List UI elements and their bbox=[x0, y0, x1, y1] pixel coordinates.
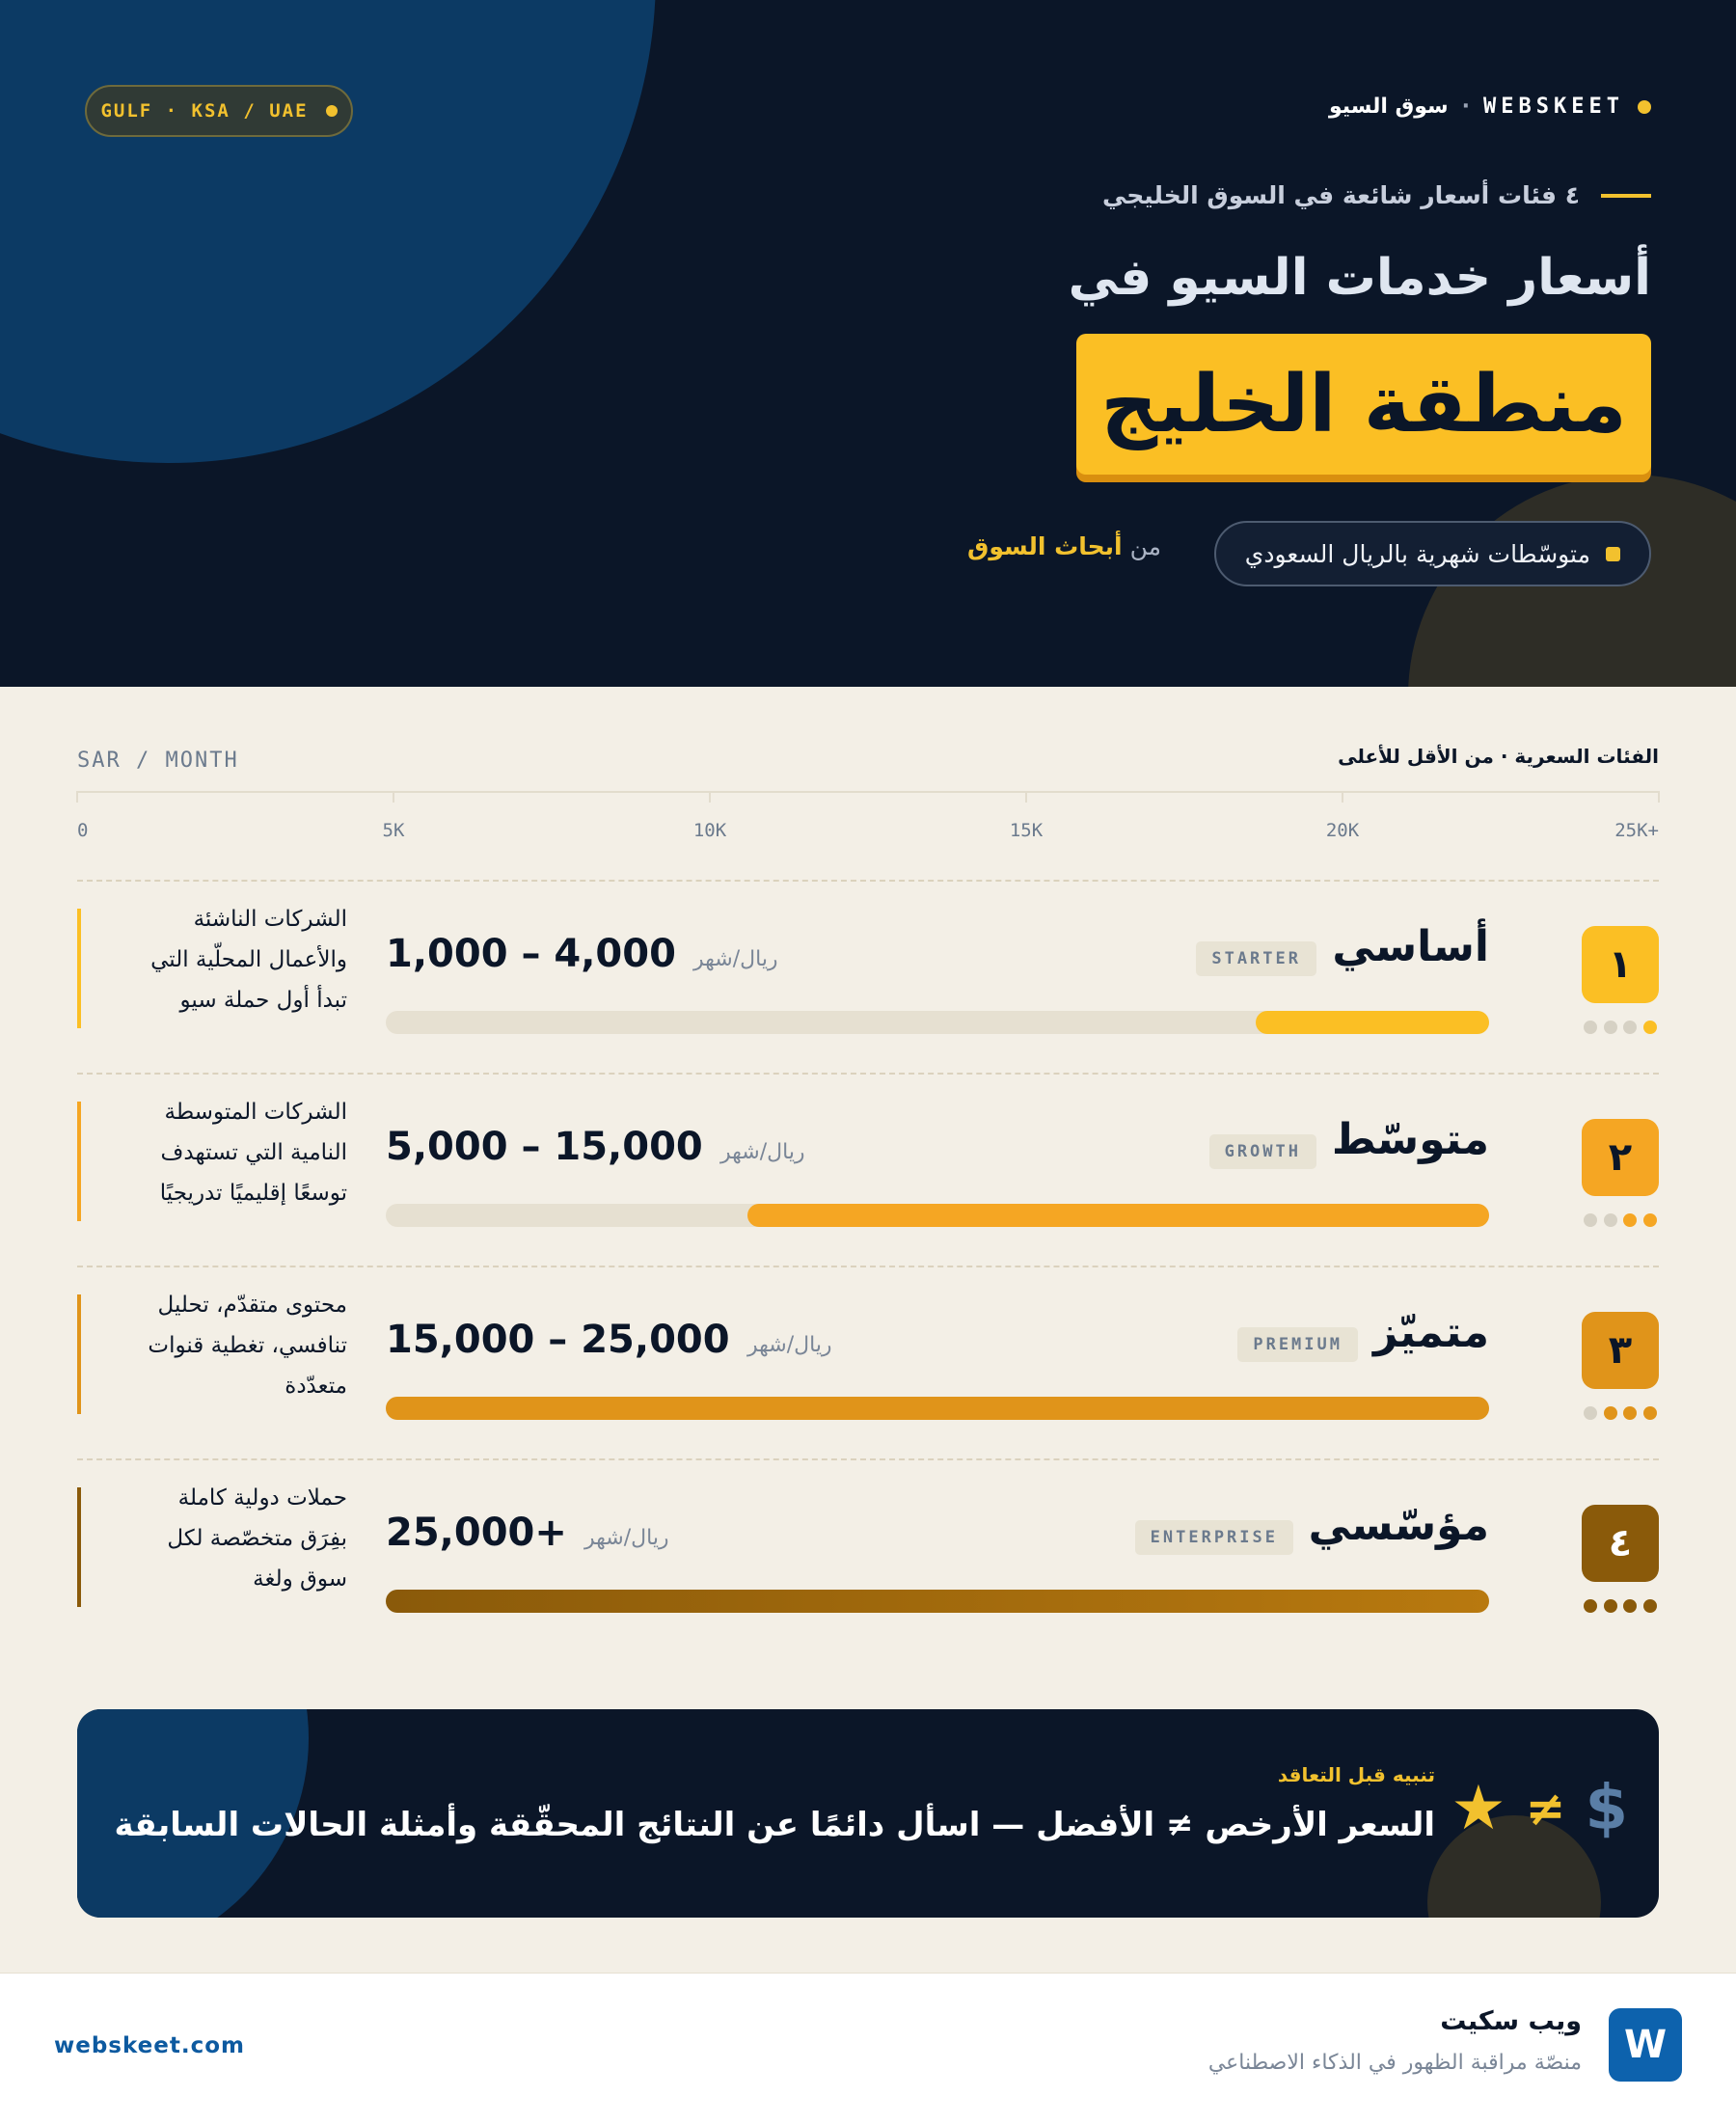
geo-badge-label: GULF · KSA / UAE bbox=[100, 100, 309, 122]
averages-text: متوسّطات شهرية بالريال السعودي bbox=[1244, 539, 1590, 568]
tier-level-dots bbox=[1582, 1599, 1659, 1613]
tier-price: 25,000+ bbox=[386, 1511, 567, 1555]
axis-tick-label: 20K bbox=[1325, 820, 1360, 841]
level-dot-icon bbox=[1643, 1213, 1657, 1227]
brand-logo[interactable]: W bbox=[1609, 2008, 1682, 2082]
brand-ar: سوق السيو bbox=[1328, 95, 1449, 119]
level-dot-icon bbox=[1623, 1021, 1637, 1034]
brand-dot-icon bbox=[1638, 100, 1651, 114]
source-link[interactable]: أبحاث السوق bbox=[967, 532, 1123, 560]
tier-tag: GROWTH bbox=[1209, 1134, 1316, 1169]
level-dot-icon bbox=[1604, 1213, 1617, 1227]
level-dot-icon bbox=[1604, 1406, 1617, 1420]
level-dot-icon bbox=[1623, 1213, 1637, 1227]
tier-description-line: حملات دولية كاملة bbox=[177, 1485, 347, 1511]
tier-number-badge: ١ bbox=[1582, 926, 1659, 1003]
tier-level-dots bbox=[1582, 1021, 1659, 1034]
tier-description-line: تبدأ أول حملة سيو bbox=[179, 988, 347, 1013]
warning-callout bbox=[77, 1709, 1659, 1918]
tier-number-badge: ٢ bbox=[1582, 1119, 1659, 1196]
level-dot-icon bbox=[1643, 1406, 1657, 1420]
tier-bar-fill bbox=[386, 1397, 1489, 1420]
kicker-line bbox=[1601, 194, 1651, 198]
tier-unit: ريال/شهر bbox=[584, 1526, 669, 1550]
tier-description-line: الشركات المتوسطة bbox=[164, 1100, 347, 1125]
chart-title: الفئات السعرية · من الأقل للأعلى bbox=[1338, 745, 1659, 768]
page-title-line2: منطقة الخليج bbox=[1100, 358, 1627, 450]
tier-row bbox=[77, 882, 1659, 1075]
tier-description bbox=[77, 1487, 347, 1607]
tier-unit: ريال/شهر bbox=[720, 1140, 805, 1164]
tier-description-line: بفِرَق متخصّصة لكل bbox=[167, 1526, 347, 1551]
tier-bar-fill bbox=[1256, 1011, 1489, 1034]
footer bbox=[0, 1973, 1736, 2124]
level-dot-icon bbox=[1604, 1021, 1617, 1034]
tier-unit: ريال/شهر bbox=[693, 947, 778, 971]
tier-row bbox=[77, 1460, 1659, 1653]
tier-description-line: تنافسي، تغطية قنوات bbox=[148, 1333, 347, 1358]
level-dot-icon bbox=[1584, 1213, 1597, 1227]
hero-header bbox=[0, 0, 1736, 687]
axis-tick bbox=[393, 791, 394, 803]
tier-level-dots bbox=[1582, 1406, 1659, 1420]
tier-description-line: الشركات الناشئة bbox=[193, 907, 347, 932]
tier-description-line: سوق ولغة bbox=[253, 1566, 347, 1592]
callout-label: تنبيه قبل التعاقد bbox=[1277, 1763, 1435, 1786]
level-dot-icon bbox=[1584, 1406, 1597, 1420]
tier-row bbox=[77, 1075, 1659, 1267]
averages-pill bbox=[1214, 521, 1651, 586]
axis-tick-label: 5K bbox=[382, 820, 405, 841]
axis-tick bbox=[76, 791, 78, 803]
tier-description-line: والأعمال المحلّية التي bbox=[150, 947, 347, 972]
kicker-text: ٤ فئات أسعار شائعة في السوق الخليجي bbox=[1101, 181, 1580, 209]
axis-tick bbox=[1025, 791, 1027, 803]
tier-unit: ريال/شهر bbox=[747, 1333, 832, 1357]
brand-line bbox=[1329, 95, 1651, 119]
axis-tick-label: 25K+ bbox=[1614, 820, 1659, 841]
level-dot-icon bbox=[1584, 1599, 1597, 1613]
footer-url[interactable]: webskeet.com bbox=[54, 2033, 246, 2058]
geo-badge bbox=[85, 85, 353, 137]
axis-tick bbox=[1658, 791, 1660, 803]
tier-price: 5,000 – 15,000 bbox=[386, 1125, 703, 1169]
level-dot-icon bbox=[1623, 1406, 1637, 1420]
axis-tick bbox=[709, 791, 711, 803]
tier-bar-fill bbox=[386, 1590, 1489, 1613]
tier-price: 1,000 – 4,000 bbox=[386, 932, 676, 976]
tier-row bbox=[77, 1267, 1659, 1460]
tier-description bbox=[77, 1294, 347, 1414]
level-dot-icon bbox=[1643, 1599, 1657, 1613]
decor-circle-blue bbox=[0, 0, 656, 463]
tier-description-line: النامية التي تستهدف bbox=[160, 1140, 347, 1165]
tier-description bbox=[77, 909, 347, 1028]
brand-separator: · bbox=[1461, 95, 1471, 119]
tier-number-badge: ٣ bbox=[1582, 1312, 1659, 1389]
kicker bbox=[1102, 181, 1651, 209]
axis-tick-label: 15K bbox=[1009, 820, 1044, 841]
tier-name: متميّز bbox=[1372, 1308, 1489, 1357]
not-equal-icon: ≠ bbox=[1525, 1781, 1566, 1837]
tier-tag: PREMIUM bbox=[1237, 1327, 1358, 1362]
brand-en: WEBSKEET bbox=[1483, 95, 1624, 119]
axis-unit-label: SAR / MONTH bbox=[77, 749, 239, 773]
tier-description-line: متعدّدة bbox=[285, 1374, 347, 1399]
tier-level-dots bbox=[1582, 1213, 1659, 1227]
tier-number-badge: ٤ bbox=[1582, 1505, 1659, 1582]
page-title-line1: أسعار خدمات السيو في bbox=[1068, 249, 1651, 307]
star-icon: ★ bbox=[1451, 1773, 1506, 1844]
geo-dot-icon bbox=[326, 105, 338, 117]
tier-name: أساسي bbox=[1332, 922, 1489, 971]
tier-tag: ENTERPRISE bbox=[1135, 1520, 1293, 1555]
tier-name: مؤسّسي bbox=[1308, 1501, 1489, 1550]
footer-tagline: منصّة مراقبة الظهور في الذكاء الاصطناعي bbox=[1207, 2051, 1582, 2075]
axis-tick bbox=[1342, 791, 1343, 803]
footer-brand-name: ويب سكيت bbox=[1440, 2006, 1582, 2036]
level-dot-icon bbox=[1623, 1599, 1637, 1613]
tier-description-line: محتوى متقدّم، تحليل bbox=[157, 1293, 347, 1318]
tier-price: 15,000 – 25,000 bbox=[386, 1318, 730, 1362]
axis-tick-label: 0 bbox=[77, 820, 89, 841]
level-dot-icon bbox=[1584, 1021, 1597, 1034]
tier-description bbox=[77, 1102, 347, 1221]
callout-text: السعر الأرخص ≠ الأفضل — اسأل دائمًا عن النتائج المحقّقة وأمثلة الحالات السابقة bbox=[114, 1806, 1435, 1844]
level-dot-icon bbox=[1643, 1021, 1657, 1034]
tier-tag: STARTER bbox=[1196, 941, 1316, 976]
axis-line bbox=[77, 791, 1659, 793]
source-note bbox=[967, 532, 1161, 560]
source-prefix: من bbox=[1129, 532, 1161, 560]
callout-icons bbox=[1451, 1773, 1628, 1844]
square-bullet-icon bbox=[1606, 547, 1620, 561]
page-title-highlight bbox=[1076, 334, 1651, 475]
dollar-icon: $ bbox=[1585, 1773, 1628, 1844]
tier-description-line: توسعًا إقليميًا تدريجيًا bbox=[159, 1181, 347, 1206]
level-dot-icon bbox=[1604, 1599, 1617, 1613]
axis-tick-label: 10K bbox=[692, 820, 727, 841]
tier-bar-fill bbox=[747, 1204, 1489, 1227]
tier-name: متوسّط bbox=[1331, 1115, 1489, 1164]
